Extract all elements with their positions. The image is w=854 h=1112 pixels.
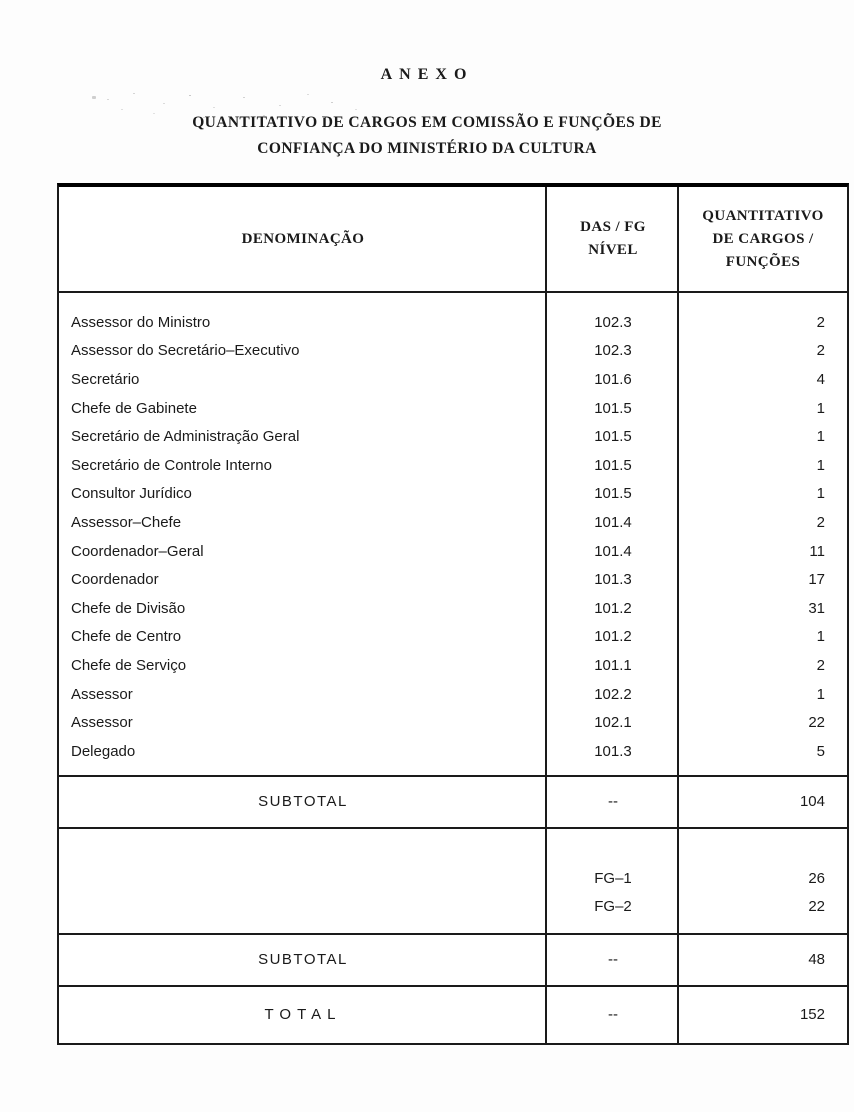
quantitativo-cell: 1 [816,456,825,474]
document-title-line2: CONFIANÇA DO MINISTÉRIO DA CULTURA [257,140,597,157]
denominacao-cell: Secretário de Controle Interno [71,456,272,474]
nivel-cell: 101.2 [594,628,632,646]
column-divider-1 [545,187,547,1043]
total-label: TOTAL [264,1006,342,1023]
column-divider-2 [677,187,679,1043]
quantitativo-cell: 1 [816,399,825,417]
nivel-cell: 101.6 [594,370,632,388]
document-title [0,110,854,162]
table-row [59,680,847,709]
table-row [59,708,847,737]
table-body [59,293,847,775]
table-row [59,480,847,509]
quantitativo-cell: 5 [816,742,825,760]
quantitativo-cell: 22 [808,714,825,732]
positions-table [57,183,849,1045]
table-row [59,337,847,366]
nivel-cell: 101.5 [594,399,632,417]
quantitativo-cell: 2 [816,313,825,331]
nivel-cell: 102.3 [594,313,632,331]
quantitativo-cell: 1 [816,628,825,646]
denominacao-cell: Chefe de Divisão [71,599,186,617]
scanned-document-page [0,66,854,1112]
subtotal-label: SUBTOTAL [258,793,348,810]
denominacao-cell: Assessor do Ministro [71,313,211,331]
quantitativo-cell: 1 [816,685,825,703]
nivel-cell: FG–2 [594,898,632,915]
quantitativo-cell: 31 [808,599,825,617]
quantitativo-cell: 26 [808,870,825,887]
quantitativo-cell: 2 [816,656,825,674]
subtotal-das-row [59,775,847,827]
header-denominacao: DENOMINAÇÃO [241,230,365,247]
table-row [59,422,847,451]
nivel-cell: FG–1 [594,870,632,887]
denominacao-cell: Assessor do Secretário–Executivo [71,342,300,360]
table-header-row [59,187,847,293]
nivel-cell: 102.1 [594,714,632,732]
total-row [59,985,847,1043]
table-row [59,537,847,566]
nivel-cell: 101.3 [594,571,632,589]
denominacao-cell: Assessor [71,714,133,732]
nivel-cell: 101.4 [594,513,632,531]
document-title-line1: QUANTITATIVO DE CARGOS EM COMISSÃO E FUNÇÕES DE [192,114,662,131]
nivel-cell: 101.5 [594,485,632,503]
table-row [59,651,847,680]
table-row [59,394,847,423]
nivel-cell: 101.5 [594,428,632,446]
nivel-cell: 101.3 [594,742,632,760]
quantitativo-cell: 11 [809,542,825,560]
denominacao-cell: Delegado [71,742,136,760]
annex-heading: ANEXO [380,66,474,83]
nivel-cell: 101.2 [594,599,632,617]
table-row [59,865,847,893]
denominacao-cell: Chefe de Centro [71,628,182,646]
table-row [59,308,847,337]
table-row [59,893,847,921]
quantitativo-cell: 22 [808,898,825,915]
header-quantitativo: QUANTITATIVO DE CARGOS / FUNÇÕES [702,207,824,270]
table-row [59,737,847,766]
nivel-cell: 102.2 [594,685,632,703]
table-row [59,623,847,652]
nivel-cell: 101.4 [594,542,632,560]
nivel-cell: 102.3 [594,342,632,360]
quantitativo-cell: 48 [808,951,825,968]
nivel-cell: -- [608,1006,618,1023]
quantitativo-cell: 152 [799,1006,825,1023]
nivel-cell: 101.5 [594,456,632,474]
nivel-cell: -- [608,951,618,968]
table-row [59,565,847,594]
denominacao-cell: Chefe de Gabinete [71,399,197,417]
quantitativo-cell: 2 [816,342,825,360]
denominacao-cell: Consultor Jurídico [71,485,192,503]
denominacao-cell: Coordenador–Geral [71,542,204,560]
denominacao-cell: Secretário [71,370,140,388]
denominacao-cell: Assessor–Chefe [71,513,182,531]
nivel-cell: -- [608,793,618,810]
fg-section [59,827,847,933]
subtotal-fg-row [59,933,847,985]
quantitativo-cell: 1 [816,485,825,503]
denominacao-cell: Chefe de Serviço [71,656,187,674]
table-row [59,594,847,623]
quantitativo-cell: 1 [816,428,825,446]
scan-artifact [92,96,96,99]
quantitativo-cell: 2 [816,513,825,531]
header-nivel: DAS / FG NÍVEL [580,219,646,258]
denominacao-cell: Assessor [71,685,133,703]
table-row [59,451,847,480]
denominacao-cell: Coordenador [71,571,159,589]
nivel-cell: 101.1 [594,656,632,674]
quantitativo-cell: 17 [808,571,825,589]
denominacao-cell: Secretário de Administração Geral [71,428,300,446]
table-row [59,365,847,394]
quantitativo-cell: 4 [816,370,825,388]
subtotal-label: SUBTOTAL [258,951,348,968]
quantitativo-cell: 104 [799,793,825,810]
table-row [59,508,847,537]
